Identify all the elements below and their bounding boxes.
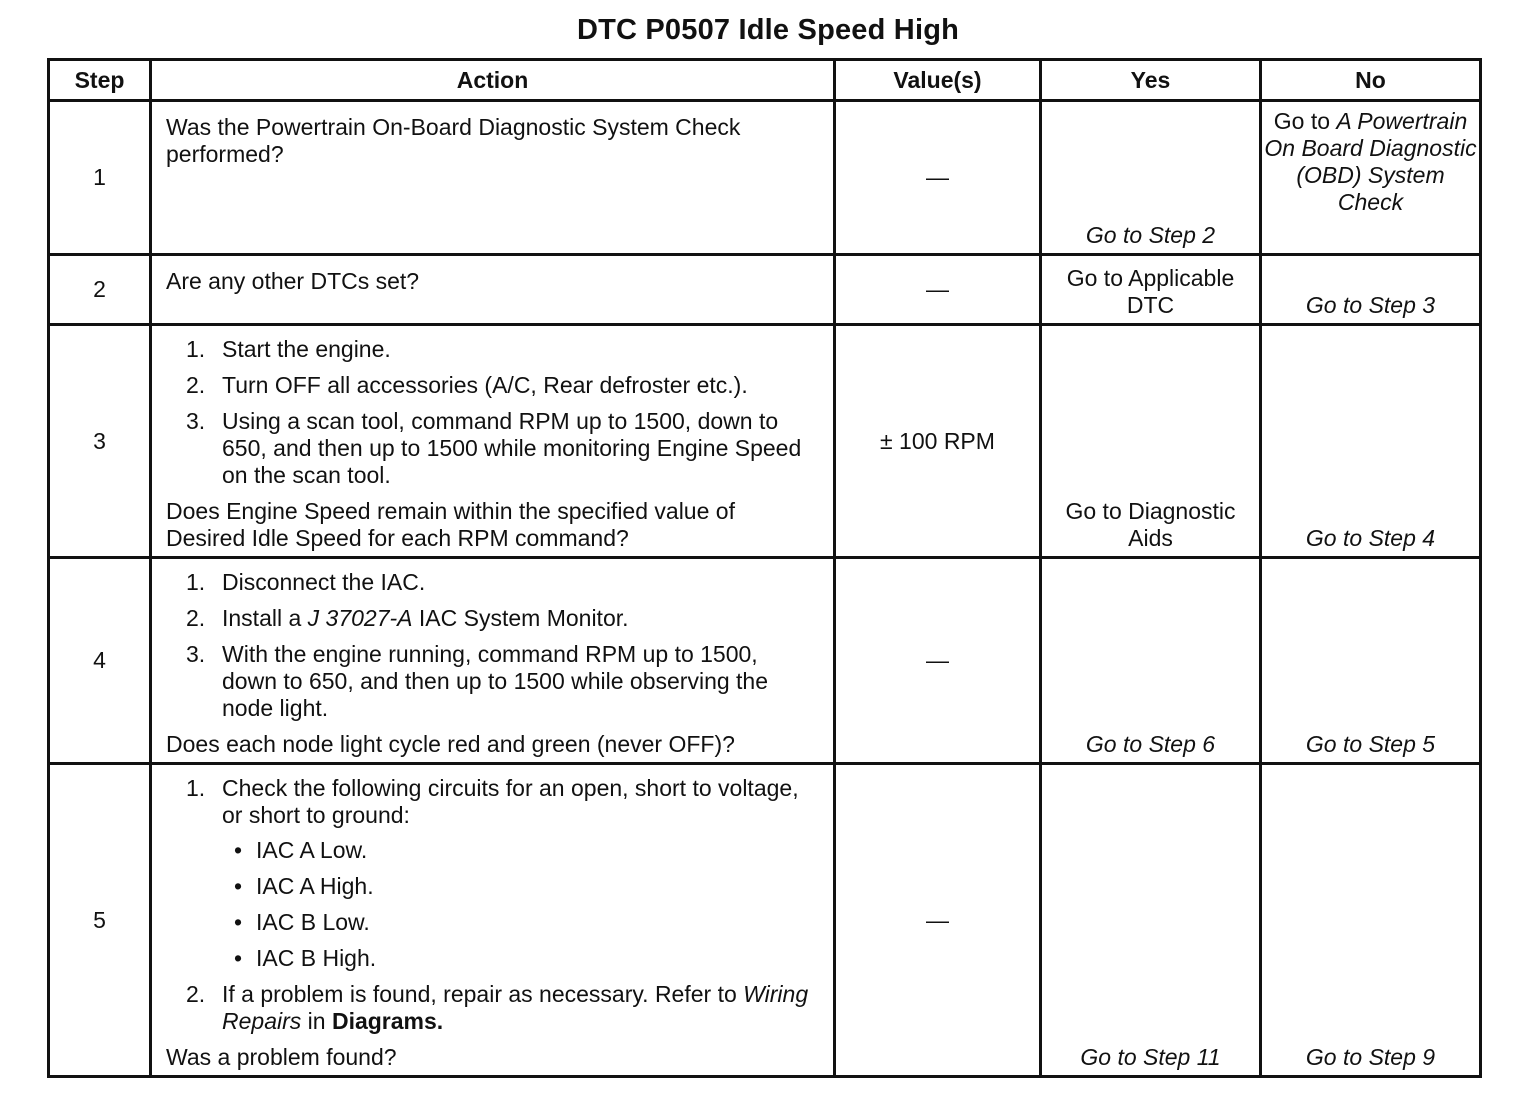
yes-link: Go to Applicable DTC xyxy=(1066,265,1235,318)
step-text: Turn OFF all accessories (A/C, Rear defroster etc.). xyxy=(222,372,748,398)
header-values: Value(s) xyxy=(835,60,1041,101)
step-text: Start the engine. xyxy=(222,336,391,362)
step-text-pre: If a problem is found, repair as necessary. Refer to xyxy=(222,981,744,1007)
table-row xyxy=(49,101,1481,255)
action-cell xyxy=(151,101,835,255)
action-step xyxy=(166,336,819,363)
step-num: 2. xyxy=(186,981,206,1007)
circuit-name: IAC B Low. xyxy=(256,909,370,935)
value-cell: — xyxy=(835,764,1041,1077)
action-step xyxy=(166,775,819,972)
action-steps xyxy=(166,775,819,1035)
step-number: 4 xyxy=(49,558,151,764)
action-question: Was the Powertrain On-Board Diagnostic System Check performed? xyxy=(166,114,741,167)
header-step: Step xyxy=(49,60,151,101)
list-item xyxy=(222,909,819,936)
table-row xyxy=(49,255,1481,325)
action-question: Does Engine Speed remain within the specified value of Desired Idle Speed for each RPM command? xyxy=(166,498,735,551)
action-step xyxy=(166,981,819,1035)
value-cell: ± 100 RPM xyxy=(835,325,1041,558)
header-no: No xyxy=(1261,60,1481,101)
step-text: With the engine running, command RPM up to 1500, down to 650, and then up to 1500 while observing the node light. xyxy=(222,641,769,721)
action-step xyxy=(166,372,819,399)
no-cell xyxy=(1261,325,1481,558)
table-row xyxy=(49,325,1481,558)
step-num: 1. xyxy=(186,336,206,362)
step-num: 1. xyxy=(186,775,206,801)
yes-cell xyxy=(1041,325,1261,558)
action-cell xyxy=(151,325,835,558)
header-action: Action xyxy=(151,60,835,101)
yes-link: Go to Step 6 xyxy=(1085,731,1216,757)
bullet: • xyxy=(234,837,243,863)
action-cell xyxy=(151,764,835,1077)
action-question: Was a problem found? xyxy=(166,1044,397,1070)
action-step xyxy=(166,408,819,489)
list-item xyxy=(222,837,819,864)
no-cell xyxy=(1261,255,1481,325)
no-link: Go to Step 4 xyxy=(1305,525,1436,551)
bullet: • xyxy=(234,945,243,971)
no-prefix: Go to xyxy=(1273,108,1337,134)
value-cell: — xyxy=(835,558,1041,764)
step-text: Disconnect the IAC. xyxy=(222,569,426,595)
action-step xyxy=(166,605,819,632)
header-row xyxy=(49,60,1481,101)
header-yes: Yes xyxy=(1041,60,1261,101)
step-number: 5 xyxy=(49,764,151,1077)
action-step xyxy=(166,569,819,596)
action-cell xyxy=(151,255,835,325)
yes-cell xyxy=(1041,558,1261,764)
circuit-name: IAC A High. xyxy=(256,873,374,899)
bullet: • xyxy=(234,873,243,899)
circuit-name: IAC B High. xyxy=(256,945,377,971)
value-cell: — xyxy=(835,255,1041,325)
step-text-mid: in xyxy=(301,1008,332,1034)
tool-number: J 37027-A xyxy=(307,605,413,631)
step-number: 1 xyxy=(49,101,151,255)
action-question: Does each node light cycle red and green (never OFF)? xyxy=(166,731,735,757)
page-title: DTC P0507 Idle Speed High xyxy=(576,14,960,46)
action-question: Are any other DTCs set? xyxy=(166,268,420,294)
yes-link: Go to Step 11 xyxy=(1080,1044,1221,1070)
step-number: 3 xyxy=(49,325,151,558)
no-link: Go to Step 5 xyxy=(1305,731,1436,757)
yes-cell xyxy=(1041,101,1261,255)
action-cell xyxy=(151,558,835,764)
action-steps xyxy=(166,569,819,722)
diagrams-ref: Diagrams. xyxy=(331,1008,444,1034)
no-cell xyxy=(1261,101,1481,255)
no-link: Go to Step 9 xyxy=(1305,1044,1436,1070)
value-cell: — xyxy=(835,101,1041,255)
table-row xyxy=(49,558,1481,764)
dtc-table xyxy=(47,58,1482,1078)
step-num: 1. xyxy=(186,569,206,595)
list-item xyxy=(222,945,819,972)
no-link: A Powertrain On Board Diagnostic (OBD) System Check xyxy=(1264,108,1477,215)
list-item xyxy=(222,873,819,900)
no-cell xyxy=(1261,558,1481,764)
circuit-name: IAC A Low. xyxy=(256,837,368,863)
step-text-pre: Install a xyxy=(222,605,308,631)
step-num: 2. xyxy=(186,605,206,631)
bullet: • xyxy=(234,909,243,935)
step-text-post: IAC System Monitor. xyxy=(412,605,629,631)
step-text: Check the following circuits for an open, short to voltage, or short to ground: xyxy=(222,775,799,828)
action-steps xyxy=(166,336,819,489)
yes-link: Go to Diagnostic Aids xyxy=(1065,498,1236,551)
yes-cell xyxy=(1041,764,1261,1077)
step-text: Using a scan tool, command RPM up to 1500, down to 650, and then up to 1500 while monitoring Engine Speed on the scan tool. xyxy=(222,408,802,488)
step-num: 3. xyxy=(186,641,206,667)
yes-link: Go to Step 2 xyxy=(1085,222,1216,248)
no-cell xyxy=(1261,764,1481,1077)
no-link: Go to Step 3 xyxy=(1305,292,1436,318)
wiring-repairs-ref: Wiring Repairs xyxy=(222,981,809,1034)
step-num: 3. xyxy=(186,408,206,434)
table-row xyxy=(49,764,1481,1077)
step-number: 2 xyxy=(49,255,151,325)
yes-cell xyxy=(1041,255,1261,325)
step-num: 2. xyxy=(186,372,206,398)
circuit-list xyxy=(222,837,819,972)
action-step xyxy=(166,641,819,722)
